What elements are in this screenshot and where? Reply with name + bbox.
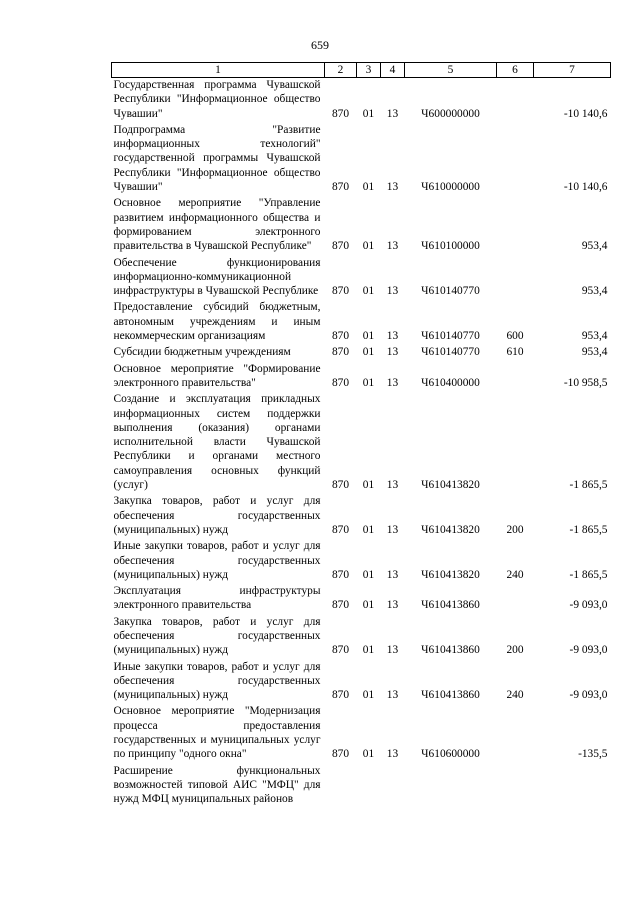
header-cell-name: 1 (112, 63, 325, 78)
cell-pr: 13 (386, 330, 399, 343)
cell-rz: 01 (362, 748, 375, 761)
table-row (112, 660, 611, 705)
cell-gr: 870 (331, 181, 350, 194)
cell-sum: -1 865,5 (569, 523, 608, 536)
cell-sum: -135,5 (578, 748, 608, 761)
cell-name: Обеспечение функционирования информационно-коммуникационной инфраструктуры в Чувашской Республике (113, 256, 321, 298)
cell-gr: 870 (331, 599, 350, 612)
table-row (112, 362, 611, 393)
cell-pr: 13 (386, 240, 399, 253)
cell-gr (325, 764, 357, 809)
table-row (112, 584, 611, 615)
table-row (112, 494, 611, 539)
cell-name: Закупка товаров, работ и услуг для обеспечения государственных (муниципальных) нужд (113, 615, 321, 657)
cell-rz: 01 (362, 181, 375, 194)
cell-csr: Ч610413860 (421, 644, 480, 657)
header-cell-csr: 5 (405, 63, 497, 78)
cell-sum: -10 140,6 (563, 181, 608, 194)
cell-vr: 200 (506, 644, 524, 657)
cell-csr: Ч610413820 (421, 479, 480, 492)
cell-vr (497, 584, 534, 615)
cell-pr: 13 (386, 346, 399, 359)
table-row (112, 78, 611, 123)
cell-gr: 870 (331, 330, 350, 343)
cell-csr: Ч610400000 (421, 376, 480, 389)
cell-rz: 01 (362, 107, 375, 120)
cell-sum: 953,4 (581, 346, 608, 359)
cell-gr: 870 (331, 479, 350, 492)
cell-rz: 01 (362, 285, 375, 298)
cell-csr: Ч610100000 (421, 240, 480, 253)
cell-csr: Ч610413860 (421, 599, 480, 612)
cell-csr: Ч610413820 (421, 523, 480, 536)
cell-rz: 01 (362, 568, 375, 581)
cell-vr: 610 (506, 346, 524, 359)
budget-table (111, 62, 611, 809)
cell-gr: 870 (331, 346, 350, 359)
table-row (112, 392, 611, 494)
cell-csr: Ч610000000 (421, 181, 480, 194)
cell-gr: 870 (331, 523, 350, 536)
cell-vr (497, 196, 534, 255)
cell-sum: -1 865,5 (569, 479, 608, 492)
cell-name: Основное мероприятие "Модернизация процесса предоставления государственных и муниципальных услуг по принципу "одного окна" (113, 705, 321, 761)
cell-gr: 870 (331, 376, 350, 389)
cell-sum: 953,4 (581, 240, 608, 253)
cell-pr: 13 (386, 181, 399, 194)
cell-name: Субсидии бюджетным учреждениям (113, 346, 291, 359)
cell-rz: 01 (362, 346, 375, 359)
cell-vr (497, 256, 534, 301)
cell-pr: 13 (386, 748, 399, 761)
cell-vr (497, 362, 534, 393)
cell-sum: -9 093,0 (569, 644, 608, 657)
cell-name: Иные закупки товаров, работ и услуг для обеспечения государственных (муниципальных) нужд (113, 660, 321, 702)
cell-csr: Ч610140770 (421, 346, 480, 359)
cell-pr: 13 (386, 689, 399, 702)
cell-pr (381, 764, 405, 809)
cell-sum: 953,4 (581, 330, 608, 343)
cell-gr: 870 (331, 285, 350, 298)
cell-gr: 870 (331, 568, 350, 581)
cell-vr: 200 (506, 523, 524, 536)
table-row (112, 615, 611, 660)
cell-name: Расширение функциональных возможностей типовой АИС "МФЦ" для нужд МФЦ муниципальных районов (113, 764, 321, 806)
cell-sum: -10 140,6 (563, 107, 608, 120)
cell-name: Предоставление субсидий бюджетным, автономным учреждениям и иным некоммерческим организациям (113, 301, 321, 343)
cell-csr (405, 764, 497, 809)
cell-rz: 01 (362, 599, 375, 612)
cell-pr: 13 (386, 479, 399, 492)
cell-name: Подпрограмма "Развитие информационных технологий" государственной программы Чувашской Республики "Информационное общество Чувашии" (113, 123, 321, 194)
cell-sum: 953,4 (581, 285, 608, 298)
table-row (112, 123, 611, 196)
cell-pr: 13 (386, 107, 399, 120)
cell-csr: Ч610413820 (421, 568, 480, 581)
cell-rz: 01 (362, 523, 375, 536)
cell-vr (497, 123, 534, 196)
cell-name: Иные закупки товаров, работ и услуг для обеспечения государственных (муниципальных) нужд (113, 540, 321, 581)
cell-csr: Ч610413860 (421, 689, 480, 702)
cell-gr: 870 (331, 748, 350, 761)
header-cell-gr: 2 (325, 63, 357, 78)
cell-csr: Ч610140770 (421, 330, 480, 343)
cell-pr: 13 (386, 644, 399, 657)
table-row (112, 196, 611, 255)
cell-vr: 600 (506, 330, 524, 343)
header-cell-sum: 7 (534, 63, 611, 78)
cell-name: Основное мероприятие "Формирование электронного правительства" (113, 362, 321, 389)
table-row (112, 704, 611, 763)
header-cell-rz: 3 (357, 63, 381, 78)
cell-pr: 13 (386, 285, 399, 298)
table-header-row (112, 63, 611, 78)
cell-sum: -10 958,5 (563, 376, 608, 389)
cell-sum: -9 093,0 (569, 599, 608, 612)
cell-rz: 01 (362, 689, 375, 702)
header-cell-vr: 6 (497, 63, 534, 78)
cell-name: Основное мероприятие "Управление развитием информационного общества и формированием электронного правительства в Чувашской Республике" (113, 197, 321, 253)
cell-sum: -1 865,5 (569, 568, 608, 581)
cell-gr: 870 (331, 107, 350, 120)
cell-name: Эксплуатация инфраструктуры электронного правительства (113, 585, 321, 612)
cell-vr (497, 704, 534, 763)
page-number: 659 (311, 38, 329, 52)
cell-vr (497, 764, 534, 809)
cell-vr (497, 392, 534, 494)
table-row (112, 539, 611, 584)
cell-gr: 870 (331, 644, 350, 657)
cell-sum (534, 764, 611, 809)
table-row (112, 345, 611, 361)
cell-gr: 870 (331, 689, 350, 702)
cell-name: Закупка товаров, работ и услуг для обеспечения государственных (муниципальных) нужд (113, 495, 321, 536)
header-cell-pr: 4 (381, 63, 405, 78)
cell-pr: 13 (386, 523, 399, 536)
cell-pr: 13 (386, 376, 399, 389)
table-row (112, 764, 611, 809)
cell-rz: 01 (362, 644, 375, 657)
cell-rz: 01 (362, 376, 375, 389)
cell-gr: 870 (331, 240, 350, 253)
cell-sum: -9 093,0 (569, 689, 608, 702)
cell-pr: 13 (386, 599, 399, 612)
cell-csr: Ч610600000 (421, 748, 480, 761)
cell-vr: 240 (506, 689, 524, 702)
table-row (112, 300, 611, 345)
cell-vr: 240 (506, 568, 524, 581)
cell-pr: 13 (386, 568, 399, 581)
cell-vr (497, 78, 534, 123)
cell-rz: 01 (362, 240, 375, 253)
cell-csr: Ч600000000 (421, 107, 480, 120)
cell-name: Государственная программа Чувашской Республики "Информационное общество Чувашии" (113, 79, 321, 120)
cell-rz (357, 764, 381, 809)
table-row (112, 256, 611, 301)
cell-rz: 01 (362, 479, 375, 492)
cell-rz: 01 (362, 330, 375, 343)
cell-csr: Ч610140770 (421, 285, 480, 298)
cell-name: Создание и эксплуатация прикладных информационных систем поддержки выполнения (оказания) органами исполнительной власти Чувашской Республики и органами местного самоуправления основных функций (услуг) (113, 393, 321, 492)
